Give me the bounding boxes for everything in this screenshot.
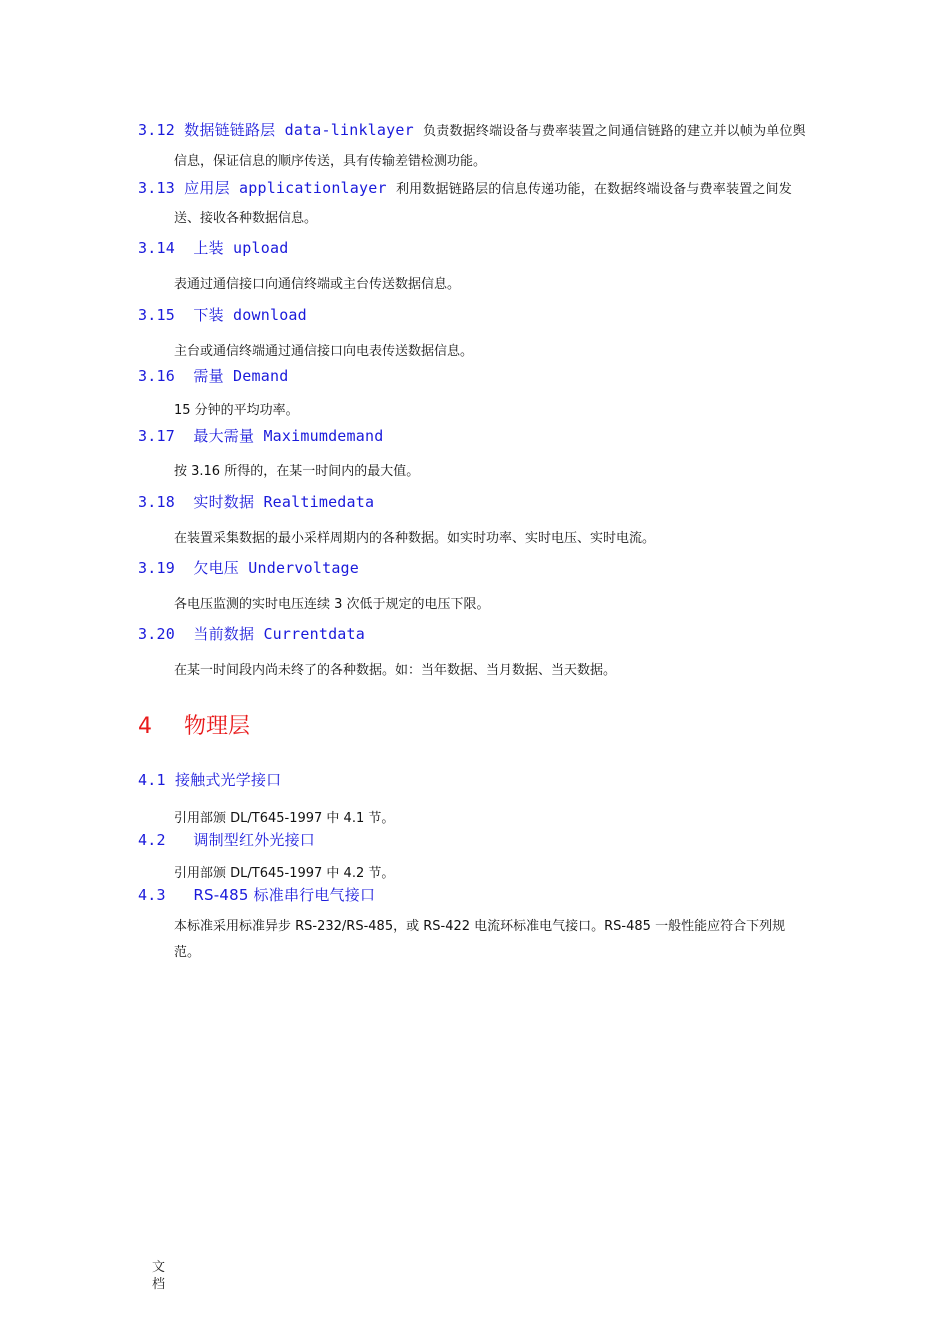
section-title: 上装 xyxy=(193,239,224,257)
section-title: 欠电压 xyxy=(193,559,240,577)
section-term-en: applicationlayer xyxy=(239,179,387,197)
section-inline-text: 利用数据链路层的信息传递功能，在数据终端设备与费率装置之间发 xyxy=(395,182,792,197)
section-3-13-heading xyxy=(138,177,792,198)
section-term-en: Maximumdemand xyxy=(263,427,384,445)
subsection-4-1-body: 引用部颁 DL/T645-1997 中 4.1 节。 xyxy=(174,811,395,826)
section-3-20-body: 在某一时间段内尚未终了的各种数据。如：当年数据、当月数据、当天数据。 xyxy=(174,663,617,678)
section-term-en: upload xyxy=(233,239,289,257)
section-number: 3.12 xyxy=(138,121,175,139)
section-term-en: Realtimedata xyxy=(263,493,375,511)
section-number: 3.15 xyxy=(138,306,175,324)
section-3-13-body: 送、接收各种数据信息。 xyxy=(174,211,318,226)
section-number: 3.20 xyxy=(138,625,175,643)
section-title: 调制型红外光接口 xyxy=(193,831,316,849)
section-3-14-body: 表通过通信接口向通信终端或主台传送数据信息。 xyxy=(174,277,461,292)
section-inline-text: 负责数据终端设备与费率装置之间通信链路的建立并以帧为单位舆 xyxy=(423,124,806,139)
section-number: 3.13 xyxy=(138,179,175,197)
section-3-16-body: 15 分钟的平均功率。 xyxy=(174,403,299,418)
subsection-4-3-heading xyxy=(138,884,375,905)
section-title: 当前数据 xyxy=(193,625,255,643)
section-number: 4.1 xyxy=(138,771,166,789)
section-3-16-heading xyxy=(138,365,288,386)
section-3-14-heading xyxy=(138,237,288,258)
section-term-en: Demand xyxy=(233,367,289,385)
section-title: 应用层 xyxy=(184,179,230,197)
section-3-15-heading xyxy=(138,304,307,325)
section-number: 3.16 xyxy=(138,367,175,385)
section-title: 下装 xyxy=(193,306,224,324)
section-number: 3.18 xyxy=(138,493,175,511)
section-3-15-body: 主台或通信终端通过通信接口向电表传送数据信息。 xyxy=(174,344,474,359)
section-title: 最大需量 xyxy=(193,427,255,445)
section-title: 数据链链路层 xyxy=(184,121,276,139)
section-title: 实时数据 xyxy=(193,493,255,511)
section-3-12-heading xyxy=(138,119,806,140)
subsection-4-3-body: 本标准采用标准异步 RS-232/RS-485，或 RS-422 电流环标准电气接口。RS-485 一般性能应符合下列规 xyxy=(174,919,786,934)
section-number: 3.14 xyxy=(138,239,175,257)
section-term-en: Undervoltage xyxy=(248,559,360,577)
section-3-12-body: 信息，保证信息的顺序传送，具有传输差错检测功能。 xyxy=(174,154,487,169)
section-3-19-heading xyxy=(138,557,359,578)
section-number: 3.19 xyxy=(138,559,175,577)
subsection-4-1-heading xyxy=(138,769,281,790)
chapter-number: 4 xyxy=(138,714,152,739)
section-number: 4.2 xyxy=(138,831,166,849)
section-3-19-body: 各电压监测的实时电压连续 3 次低于规定的电压下限。 xyxy=(174,597,490,612)
section-3-17-heading xyxy=(138,425,383,446)
section-number: 4.3 xyxy=(138,886,166,904)
subsection-4-2-heading xyxy=(138,829,315,850)
section-term-en: data-linklayer xyxy=(284,121,414,139)
chapter-heading xyxy=(138,709,250,740)
section-title: 接触式光学接口 xyxy=(174,771,282,789)
subsection-4-2-body: 引用部颁 DL/T645-1997 中 4.2 节。 xyxy=(174,866,395,881)
section-title: RS-485 标准串行电气接口 xyxy=(193,886,376,904)
section-title: 需量 xyxy=(193,367,224,385)
section-3-17-body: 按 3.16 所得的，在某一时间内的最大值。 xyxy=(174,464,420,479)
section-3-20-heading xyxy=(138,623,365,644)
footer-char-2: 档 xyxy=(152,1277,166,1292)
section-number: 3.17 xyxy=(138,427,175,445)
footer-char-1: 文 xyxy=(152,1260,166,1275)
section-term-en: download xyxy=(233,306,307,324)
section-3-18-heading xyxy=(138,491,374,512)
chapter-title: 物理层 xyxy=(184,714,251,739)
section-term-en: Currentdata xyxy=(263,625,365,643)
subsection-4-3-body-cont: 范。 xyxy=(174,945,201,960)
section-3-18-body: 在装置采集数据的最小采样周期内的各种数据。如实时功率、实时电压、实时电流。 xyxy=(174,531,656,546)
